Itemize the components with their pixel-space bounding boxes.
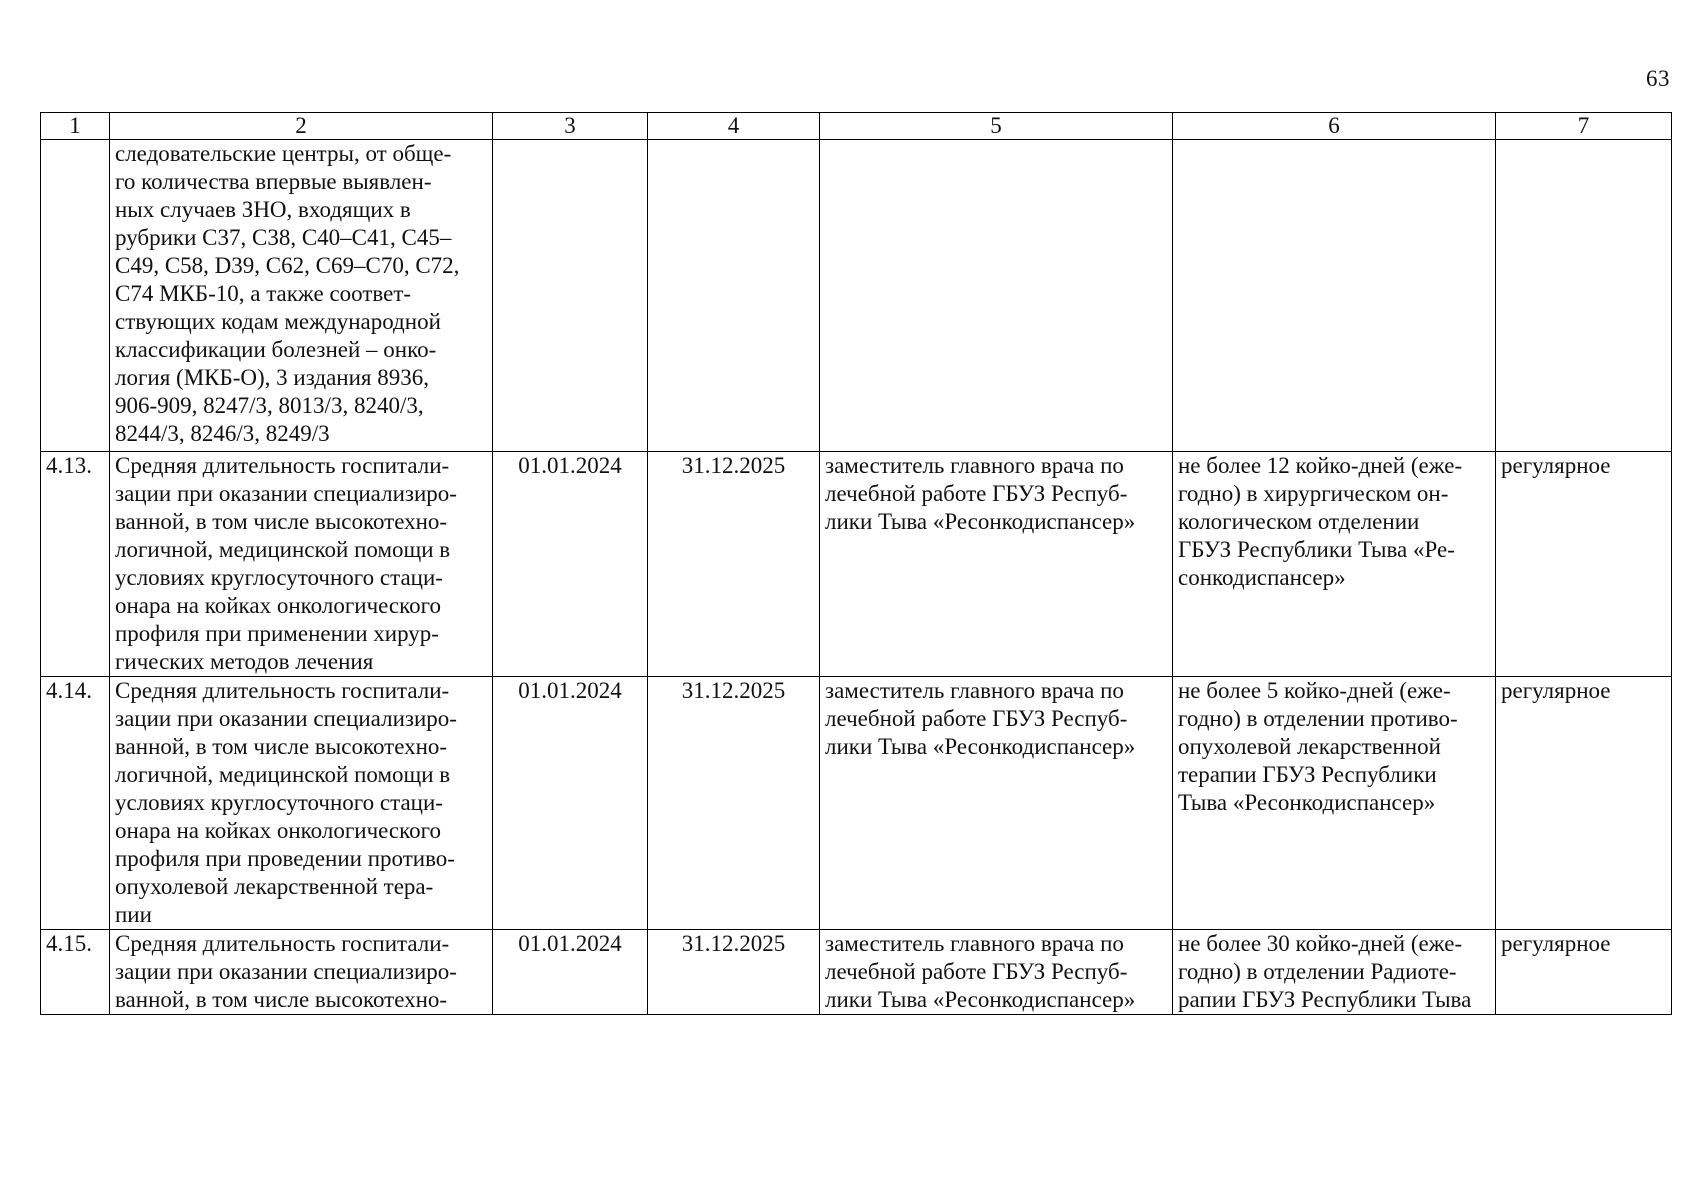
cell-target <box>1173 677 1496 930</box>
row-number: 4.14. <box>46 678 92 703</box>
table-row <box>41 930 1672 1015</box>
target-text: не более 12 койко-дней (еже- годно) в хирургическом он- кологическом отделении ГБУЗ Республики Тыва «Ре- сонкодиспансер» <box>1178 453 1463 590</box>
cell-start <box>493 452 648 677</box>
start-date: 01.01.2024 <box>518 678 622 703</box>
cell-responsible <box>820 930 1173 1015</box>
page-number: 63 <box>1646 66 1670 91</box>
header-row <box>41 113 1672 140</box>
column-header-7: 7 <box>1496 113 1672 140</box>
cell-num <box>41 140 110 452</box>
table-row-continuation <box>41 140 1672 452</box>
cell-start <box>493 930 648 1015</box>
column-header-4: 4 <box>648 113 820 140</box>
description-text: Средняя длительность госпитали- зации при оказании специализиро- ванной, в том числе высокотехно- логичной, медицинской помощи в условиях круглосуточного стаци- онара на койках онкологического профиля при применении хирур- гических методов лечения <box>115 453 457 674</box>
end-date: 31.12.2025 <box>681 931 786 956</box>
row-number: 4.15. <box>46 931 92 956</box>
cell-num <box>41 677 110 930</box>
cell-num <box>41 930 110 1015</box>
column-header-3: 3 <box>493 113 648 140</box>
cell-end <box>648 452 820 677</box>
end-date: 31.12.2025 <box>681 678 786 703</box>
target-text: не более 5 койко-дней (еже- годно) в отделении противо- опухолевой лекарственной терапии ГБУЗ Республики Тыва «Ресонкодиспансер» <box>1178 678 1458 815</box>
cell-responsible <box>820 677 1173 930</box>
cell-target <box>1173 140 1496 452</box>
cell-target <box>1173 930 1496 1015</box>
responsible-text: заместитель главного врача по лечебной работе ГБУЗ Респуб- лики Тыва «Ресонкодиспансер» <box>825 931 1136 1012</box>
table-row <box>41 452 1672 677</box>
column-header-2: 2 <box>110 113 493 140</box>
cell-target <box>1173 452 1496 677</box>
character-text: регулярное <box>1501 931 1611 956</box>
cell-responsible <box>820 140 1173 452</box>
table-row <box>41 677 1672 930</box>
start-date: 01.01.2024 <box>518 931 622 956</box>
description-text: Средняя длительность госпитали- зации при оказании специализиро- ванной, в том числе высокотехно- логичной, медицинской помощи в условиях круглосуточного стаци- онара на койках онкологического профиля при проведении противо- опухолевой лекарственной тера- пии <box>115 678 457 927</box>
description-text: следовательские центры, от обще- го количества впервые выявлен- ных случаев ЗНО, входящих в рубрики С37, С38, С40–С41, С45– С49, С58, D39, С62, С69–С70, С72, С74 МКБ-10, а также соответ- ствующих кодам международной классификации болезней – онко- логия (МКБ-О), 3 издания 8936, 906-909, 8247/3, 8013/3, 8240/3, 8244/3, 8246/3, 8249/3 <box>115 141 460 446</box>
plan-table <box>40 112 1672 1015</box>
description-text: Средняя длительность госпитали- зации при оказании специализиро- ванной, в том числе высокотехно- <box>115 931 457 1012</box>
cell-end <box>648 930 820 1015</box>
cell-num <box>41 452 110 677</box>
responsible-text: заместитель главного врача по лечебной работе ГБУЗ Респуб- лики Тыва «Ресонкодиспансер» <box>825 678 1136 759</box>
column-header-6: 6 <box>1173 113 1496 140</box>
end-date: 31.12.2025 <box>681 453 786 478</box>
cell-description <box>110 140 493 452</box>
cell-responsible <box>820 452 1173 677</box>
column-header-1: 1 <box>41 113 110 140</box>
cell-start <box>493 140 648 452</box>
cell-character <box>1496 452 1672 677</box>
row-number: 4.13. <box>46 453 92 478</box>
character-text: регулярное <box>1501 678 1611 703</box>
cell-end <box>648 140 820 452</box>
cell-description <box>110 677 493 930</box>
cell-character <box>1496 140 1672 452</box>
target-text: не более 30 койко-дней (еже- годно) в отделении Радиоте- рапии ГБУЗ Республики Тыва <box>1178 931 1472 1012</box>
responsible-text: заместитель главного врача по лечебной работе ГБУЗ Респуб- лики Тыва «Ресонкодиспансер» <box>825 453 1136 534</box>
character-text: регулярное <box>1501 453 1611 478</box>
cell-character <box>1496 677 1672 930</box>
cell-end <box>648 677 820 930</box>
start-date: 01.01.2024 <box>518 453 622 478</box>
column-header-5: 5 <box>820 113 1173 140</box>
cell-description <box>110 930 493 1015</box>
cell-description <box>110 452 493 677</box>
cell-character <box>1496 930 1672 1015</box>
cell-start <box>493 677 648 930</box>
